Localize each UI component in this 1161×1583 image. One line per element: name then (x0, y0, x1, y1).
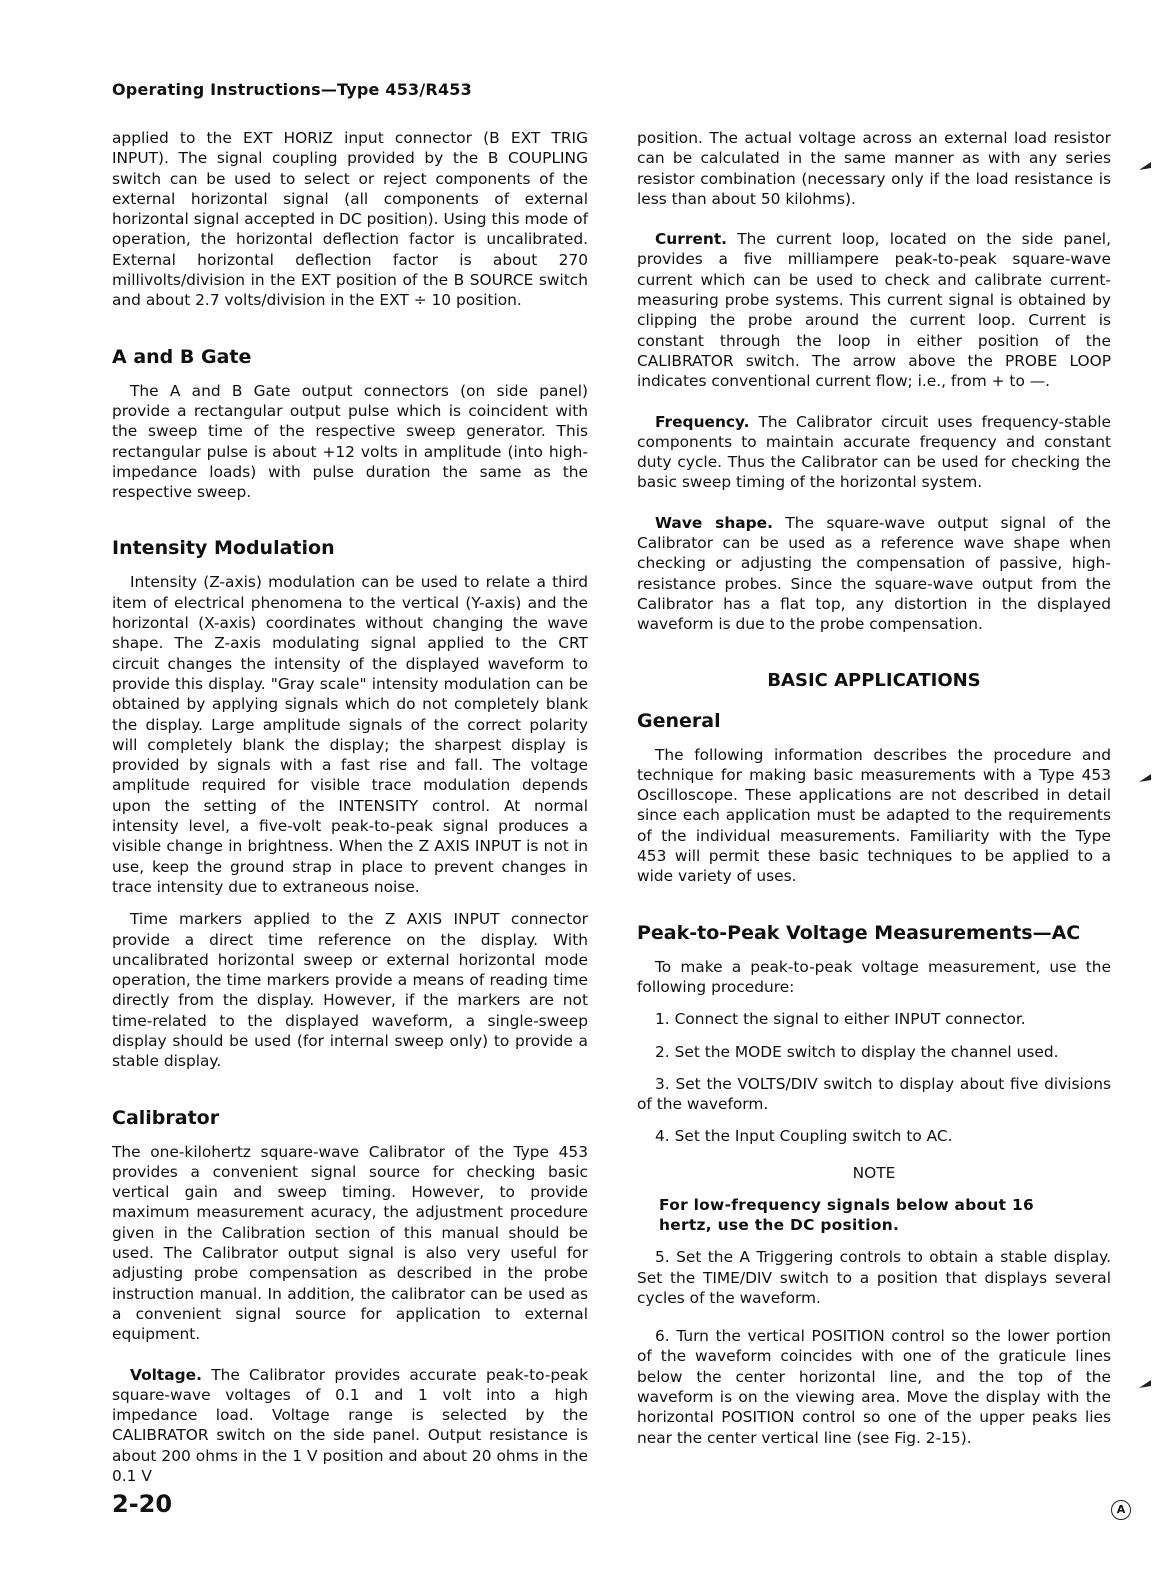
peak-to-peak-intro: To make a peak-to-peak voltage measurement, use the following procedure: (637, 957, 1111, 996)
wave-shape-paragraph (637, 513, 1111, 635)
wave-shape-label: Wave shape. (655, 513, 773, 532)
calibrator-paragraph: The one-kilohertz square-wave Calibrator of the Type 453 provides a convenient signal source for checking basic vertical gain and sweep timing. However, to provide maximum measurement acuracy, the adjustment procedure given in the Calibration section of this manual should be used. The Calibrator output signal is also very useful for adjusting probe compensation as described in the probe instruction manual. In addition, the calibrator can be used as a convenient signal source for application to external equipment. (112, 1142, 588, 1344)
scan-artifact-icon (1137, 1378, 1151, 1392)
current-paragraph (637, 229, 1111, 391)
current-label: Current. (655, 230, 728, 249)
calibrator-heading: Calibrator (112, 1106, 220, 1129)
frequency-paragraph (637, 412, 1111, 493)
basic-applications-heading: BASIC APPLICATIONS (767, 669, 981, 691)
step-4: 4. Set the Input Coupling switch to AC. (655, 1127, 953, 1146)
peak-to-peak-heading: Peak-to-Peak Voltage Measurements—AC (637, 921, 1081, 944)
scan-artifact-icon (1137, 160, 1151, 174)
voltage-paragraph (112, 1365, 588, 1487)
voltage-label: Voltage. (130, 1365, 202, 1384)
voltage-text: The Calibrator provides accurate peak-to-peak square-wave voltages of 0.1 and 1 volt into a high impedance load. Voltage range is selected by the CALIBRATOR switch on the side panel. Output resistance is about 200 ohms in the 1 V position and about 20 ohms in the 0.1 V (112, 1365, 588, 1486)
intensity-heading: Intensity Modulation (112, 537, 335, 560)
step-5: 5. Set the A Triggering controls to obtain a stable display. Set the TIME/DIV switch to a position that displays several cycles of the waveform. (637, 1248, 1111, 1307)
left-column (112, 128, 588, 1486)
intro-paragraph: applied to the EXT HORIZ input connector (B EXT TRIG INPUT). The signal coupling provided by the B COUPLING switch can be used to select or reject components of the external horizontal signal (all components of external horizontal signal accepted in DC position). Using this mode of operation, the horizontal deflection factor is uncalibrated. External horizontal deflection factor is about 270 millivolts/division in the EXT position of the B SOURCE switch and about 2.7 volts/division in the EXT ÷ 10 position. (112, 129, 588, 310)
wave-shape-text: The square-wave output signal of the Calibrator can be used as a reference wave shape when checking or adjusting the compensation of passive, high-resistance probes. Since the square-wave output from the Calibrator has a flat top, any distortion in the displayed waveform is due to the probe compensation. (637, 513, 1111, 634)
page-number: 2-20 (112, 1490, 173, 1518)
note-label: NOTE (852, 1163, 896, 1182)
step-6: 6. Turn the vertical POSITION control so the lower portion of the waveform coincides with one of the graticule lines below the center horizontal line, and the top of the waveform is on the viewing area. Move the display with the horizontal POSITION control so one of the upper peaks lies near the center vertical line (see Fig. 2-15). (637, 1327, 1111, 1447)
publisher-mark-icon: A (1111, 1500, 1131, 1520)
intensity-paragraph-1: Intensity (Z-axis) modulation can be used to relate a third item of electrical phenomena to the vertical (Y-axis) and the horizontal (X-axis) coordinates without changing the wave shape. The Z-axis modulating signal applied to the CRT circuit changes the intensity of the displayed waveform to provide this display. "Gray scale" intensity modulation can be obtained by applying signals which do not completely blank the display. Large amplitude signals of the correct polarity will completely blank the display; the sharpest display is provided by signals with a fast rise and fall. The voltage amplitude required for visible trace modulation depends upon the setting of the INTENSITY control. At normal intensity level, a five-volt peak-to-peak signal produces a visible change in brightness. When the Z AXIS INPUT is not in use, keep the ground strap in place to prevent changes in trace intensity due to extraneous noise. (112, 573, 588, 896)
continuation-paragraph: position. The actual voltage across an external load resistor can be calculated in the same manner as with any series resistor combination (necessary only if the load resistance is less than about 50 kilohms). (637, 129, 1111, 208)
general-heading: General (637, 709, 721, 732)
gate-paragraph: The A and B Gate output connectors (on side panel) provide a rectangular output pulse which is coincident with the sweep time of the respective sweep generator. This rectangular pulse is about +12 volts in amplitude (into high-impedance loads) with pulse duration the same as the respective sweep. (112, 381, 588, 502)
running-header: Operating Instructions—Type 453/R453 (112, 80, 472, 99)
general-paragraph: The following information describes the procedure and technique for making basic measurements with a Type 453 Oscilloscope. These applications are not described in detail since each application must be adapted to the requirements of the individual measurements. Familiarity with the Type 453 will permit these basic techniques to be applied to a wide variety of uses. (637, 745, 1111, 886)
frequency-text: The Calibrator circuit uses frequency-stable components to maintain accurate frequency and constant duty cycle. Thus the Calibrator can be used for checking the basic sweep timing of the horizontal system. (637, 412, 1111, 492)
gate-heading: A and B Gate (112, 345, 252, 368)
note-text: For low-frequency signals below about 16 hertz, use the DC position. (659, 1195, 1035, 1234)
step-2: 2. Set the MODE switch to display the channel used. (655, 1042, 1059, 1061)
scan-artifact-icon (1137, 772, 1151, 786)
right-column (637, 128, 1111, 1448)
step-3: 3. Set the VOLTS/DIV switch to display about five divisions of the waveform. (637, 1074, 1111, 1114)
intensity-paragraph-2: Time markers applied to the Z AXIS INPUT connector provide a direct time reference on the display. With uncalibrated horizontal sweep or external horizontal mode operation, the time markers provide a means of reading time directly from the display. However, if the markers are not time-related to the displayed waveform, a single-sweep display should be used (for internal sweep only) to provide a stable display. (112, 910, 588, 1071)
step-1: 1. Connect the signal to either INPUT connector. (655, 1010, 1026, 1029)
current-text: The current loop, located on the side panel, provides a five milliampere peak-to-peak square-wave current which can be used to check and calibrate current-measuring probe systems. This current signal is obtained by clipping the probe around the current loop. Current is constant through the loop in either position of the CALIBRATOR switch. The arrow above the PROBE LOOP indicates conventional current flow; i.e., from + to —. (637, 230, 1111, 391)
frequency-label: Frequency. (655, 412, 750, 431)
